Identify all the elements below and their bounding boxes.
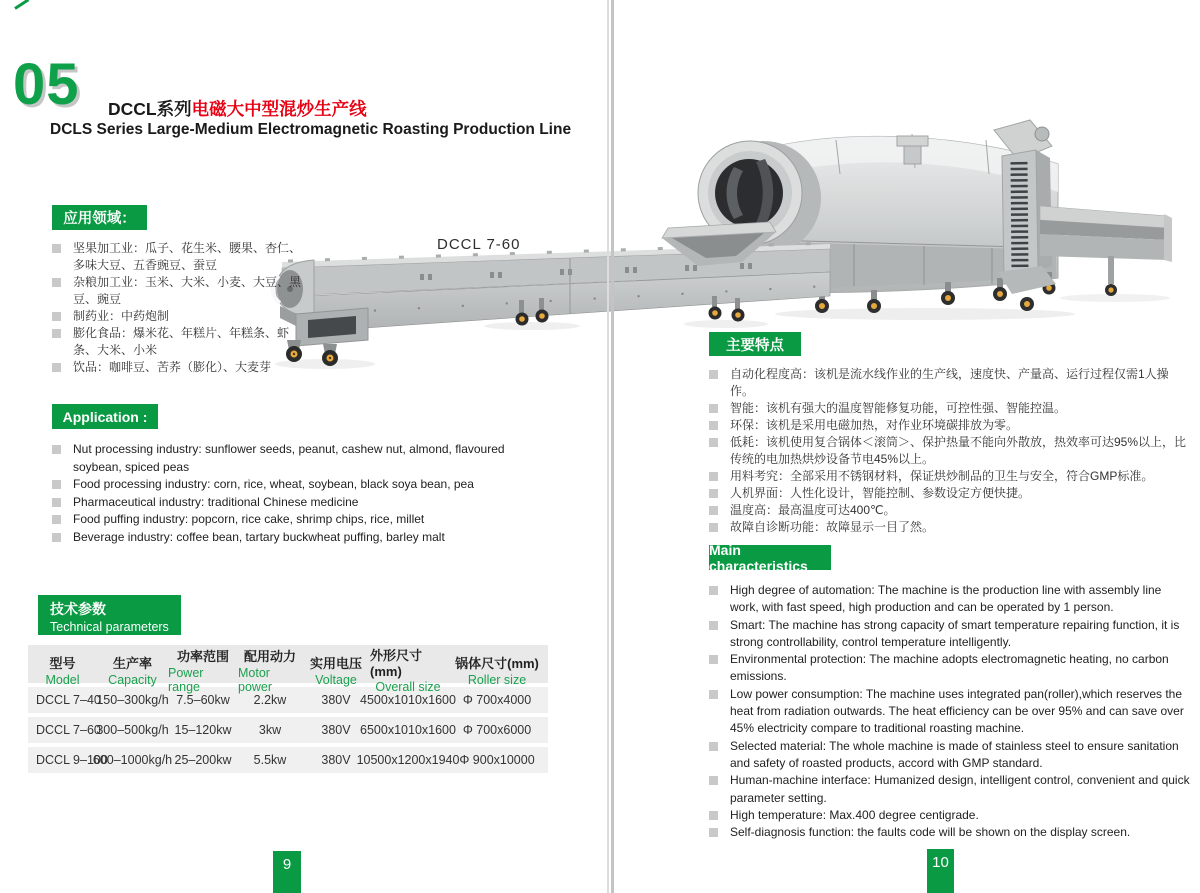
list-item — [709, 400, 1194, 417]
features-zh-list — [709, 366, 1194, 536]
list-item-text: 低耗：该机使用复合锅体＜滚筒＞、保护热量不能向外散放，热效率可达95%以上，比传统的电加热烘炒设备节电45%以上。 — [730, 435, 1187, 466]
discharge-trough — [1040, 206, 1172, 296]
list-item-text: 智能：该机有强大的温度智能修复功能，可控性强、智能控温。 — [730, 401, 1067, 415]
header-label-zh: 配用动力 — [243, 648, 296, 664]
bullet-square-icon — [709, 404, 718, 413]
tech-params-title-en: Technical parameters — [50, 620, 169, 634]
list-item-text: 饮品：咖啡豆、苦荞（膨化）、大麦芽 — [73, 360, 272, 374]
list-item — [709, 468, 1194, 485]
list-item-text: 杂粮加工业：玉米、大米、小麦、大豆、黑豆、豌豆 — [73, 275, 302, 306]
list-item-text: 人机界面：人性化设计，智能控制、参数设定方便快捷。 — [730, 486, 1031, 500]
bullet-square-icon — [709, 438, 718, 447]
list-item-text: 制药业：中药炮制 — [73, 309, 170, 323]
list-item — [709, 434, 1194, 468]
section-number: 05 — [13, 52, 80, 117]
bullet-square-icon — [52, 533, 61, 542]
list-item-text: 自动化程度高：该机是流水线作业的生产线，速度快、产量高、运行过程仅需1人操作。 — [730, 367, 1169, 398]
list-item-text: 膨化食品：爆米花、年糕片、年糕条、虾条、大米、小米 — [73, 326, 290, 357]
table-cell: 380V — [321, 723, 351, 737]
bullet-square-icon — [709, 421, 718, 430]
table-cell: DCCL 7–60 — [36, 723, 101, 737]
bullet-square-icon — [709, 472, 718, 481]
list-item-text: High temperature: Max.400 degree centigrade. — [730, 807, 979, 822]
machine-model-label: DCCL 7-60 — [437, 236, 521, 253]
application-en-list — [52, 441, 532, 546]
list-item-text: 温度高：最高温度可达400℃。 — [730, 503, 896, 517]
list-item — [709, 807, 1194, 824]
table-cell: 300–500kg/h — [96, 723, 169, 737]
list-item — [709, 772, 1194, 807]
header-label-zh: 外形尺寸(mm) — [370, 648, 423, 679]
header-label-zh: 锅体尺寸(mm) — [455, 655, 539, 671]
table-row — [28, 747, 548, 773]
list-item — [709, 519, 1194, 536]
chimney — [904, 144, 921, 164]
header-label-en: Power range — [168, 665, 204, 694]
bullet-square-icon — [52, 445, 61, 454]
section-header-application-en: Application : — [52, 404, 158, 429]
title-product-zh: 电磁大中型混炒生产线 — [191, 99, 367, 119]
header-label-zh: 功率范围 — [176, 648, 229, 664]
list-item — [52, 494, 532, 512]
bullet-square-icon — [709, 742, 718, 751]
section-header-tech-params — [38, 595, 181, 635]
header-label-en: Motor power — [238, 665, 273, 694]
bullet-square-icon — [709, 370, 718, 379]
list-item-text: Beverage industry: coffee bean, tartary buckwheat puffing, barley malt — [73, 529, 445, 544]
bullet-square-icon — [52, 363, 61, 372]
table-cell: 600–1000kg/h — [92, 753, 173, 767]
list-item — [52, 511, 532, 529]
list-item — [709, 502, 1194, 519]
bullet-square-icon — [709, 523, 718, 532]
bullet-square-icon — [709, 690, 718, 699]
page-spine-line-light — [607, 0, 609, 893]
list-item-text: Pharmaceutical industry: traditional Chinese medicine — [73, 494, 359, 509]
header-label-zh: 生产率 — [112, 655, 152, 671]
header-label-en: Voltage — [315, 672, 357, 687]
title-series: DCCL系列 — [108, 99, 192, 119]
feed-conveyor — [273, 243, 830, 346]
table-cell: 7.5–60kw — [176, 693, 230, 707]
header-label-zh: 实用电压 — [309, 655, 362, 671]
bullet-square-icon — [52, 278, 61, 287]
list-item-text: Nut processing industry: sunflower seeds, peanut, cashew nut, almond, flavoured soybean, spiced peas — [73, 442, 505, 474]
list-item-text: Human-machine interface: Humanized design, intelligent control, convenient and quick parameter setting. — [730, 773, 1190, 805]
table-cell: 15–120kw — [174, 723, 232, 737]
list-item — [52, 240, 302, 274]
list-item-text: Selected material: The whole machine is made of stainless steel to ensure sanitation and safety of roasted products, accord with GMP standard. — [730, 738, 1179, 770]
list-item-text: 环保：该机是采用电磁加热，对作业环境碳排放为零。 — [730, 418, 1019, 432]
list-item — [709, 582, 1194, 617]
bullet-square-icon — [709, 586, 718, 595]
page-number-tab-right: 10 — [927, 849, 954, 893]
page-number-tab-left: 9 — [273, 851, 301, 893]
list-item — [709, 824, 1194, 841]
table-cell: 4500x1010x1600 — [360, 693, 456, 707]
table-header-row — [28, 645, 548, 694]
list-item — [709, 738, 1194, 773]
table-cell: DCCL 9–100 — [36, 753, 108, 767]
list-item — [52, 476, 532, 494]
header-label-en: Roller size — [467, 672, 527, 687]
list-item-text: Food puffing industry: popcorn, rice cake, shrimp chips, rice, millet — [73, 512, 425, 526]
table-cell: 6500x1010x1600 — [360, 723, 456, 737]
table-cell: 380V — [321, 693, 351, 707]
bullet-square-icon — [52, 312, 61, 321]
bullet-square-icon — [52, 515, 61, 524]
section-header-features-zh: 主要特点 — [709, 332, 801, 356]
section-header-features-en: Main characteristics — [709, 545, 831, 570]
list-item-text: Environmental protection: The machine adopts electromagnetic heating, no carbon emissions. — [730, 652, 1169, 684]
table-cell: 25–200kw — [174, 753, 232, 767]
table-row — [28, 687, 548, 713]
table-cell: Φ 700x6000 — [462, 723, 532, 737]
list-item — [52, 529, 532, 547]
bullet-square-icon — [709, 655, 718, 664]
tech-params-title-zh: 技术参数 — [50, 601, 106, 617]
header-label-en: Capacity — [108, 672, 157, 687]
bullet-square-icon — [52, 498, 61, 507]
bullet-square-icon — [52, 329, 61, 338]
bullet-square-icon — [709, 506, 718, 515]
header-label-en: Model — [45, 672, 80, 687]
list-item — [52, 325, 302, 359]
header-label-en: Overall size — [375, 680, 441, 694]
features-en-list — [709, 582, 1194, 841]
table-cell: 2.2kw — [253, 693, 287, 707]
section-header-application-zh: 应用领域： — [52, 205, 147, 230]
list-item — [52, 308, 302, 325]
list-item-text: High degree of automation: The machine is the production line with assembly line work, with fast speed, high production and can be operated by 1 person. — [730, 583, 1162, 615]
tech-params-table — [28, 645, 548, 773]
bullet-square-icon — [709, 776, 718, 785]
header-label-zh: 型号 — [49, 655, 76, 671]
table-cell: 5.5kw — [253, 753, 287, 767]
list-item-text: 坚果加工业：瓜子、花生米、腰果、杏仁、多味大豆、五香豌豆、蚕豆 — [73, 241, 302, 272]
list-item-text: 故障自诊断功能：故障显示一目了然。 — [730, 520, 935, 534]
list-item — [709, 417, 1194, 434]
bullet-square-icon — [709, 828, 718, 837]
page-title-en: DCLS Series Large-Medium Electromagnetic Roasting Production Line — [50, 121, 572, 138]
list-item-text: 用料考究：全部采用不锈钢材料，保证烘炒制品的卫生与安全，符合GMP标准。 — [730, 469, 1154, 483]
list-item-text: Self-diagnosis function: the faults code will be shown on the display screen. — [730, 825, 1131, 840]
application-zh-list — [52, 240, 302, 376]
list-item — [52, 441, 532, 476]
table-row — [28, 717, 548, 743]
list-item — [709, 617, 1194, 652]
list-item-text: Low power consumption: The machine uses integrated pan(roller),which reserves the heat from radiation outwards. The heat efficiency can be over 95% and can save over 45% electricity compare to traditional roasting machine. — [730, 686, 1184, 736]
list-item — [52, 274, 302, 308]
list-item — [52, 359, 302, 376]
table-cell: 10500x1200x1940 — [356, 753, 460, 767]
table-cell: DCCL 7–40 — [36, 693, 101, 707]
list-item-text: Smart: The machine has strong capacity of smart temperature repairing function, it is strong controllability, control temperature intelligently. — [730, 617, 1180, 649]
page-spine-line-dark — [611, 0, 614, 893]
list-item — [709, 686, 1194, 738]
table-cell: Φ 900x10000 — [459, 753, 535, 767]
bullet-square-icon — [709, 811, 718, 820]
list-item-text: Food processing industry: corn, rice, wheat, soybean, black soya bean, pea — [73, 477, 474, 491]
table-cell: 3kw — [258, 723, 282, 737]
table-cell: 150–300kg/h — [96, 693, 169, 707]
bullet-square-icon — [709, 621, 718, 630]
list-item — [709, 651, 1194, 686]
corner-accent-mark — [14, 0, 29, 10]
bullet-square-icon — [52, 480, 61, 489]
table-cell: Φ 700x4000 — [462, 693, 532, 707]
table-cell: 380V — [321, 753, 351, 767]
bullet-square-icon — [52, 244, 61, 253]
bullet-square-icon — [709, 489, 718, 498]
list-item — [709, 366, 1194, 400]
list-item — [709, 485, 1194, 502]
